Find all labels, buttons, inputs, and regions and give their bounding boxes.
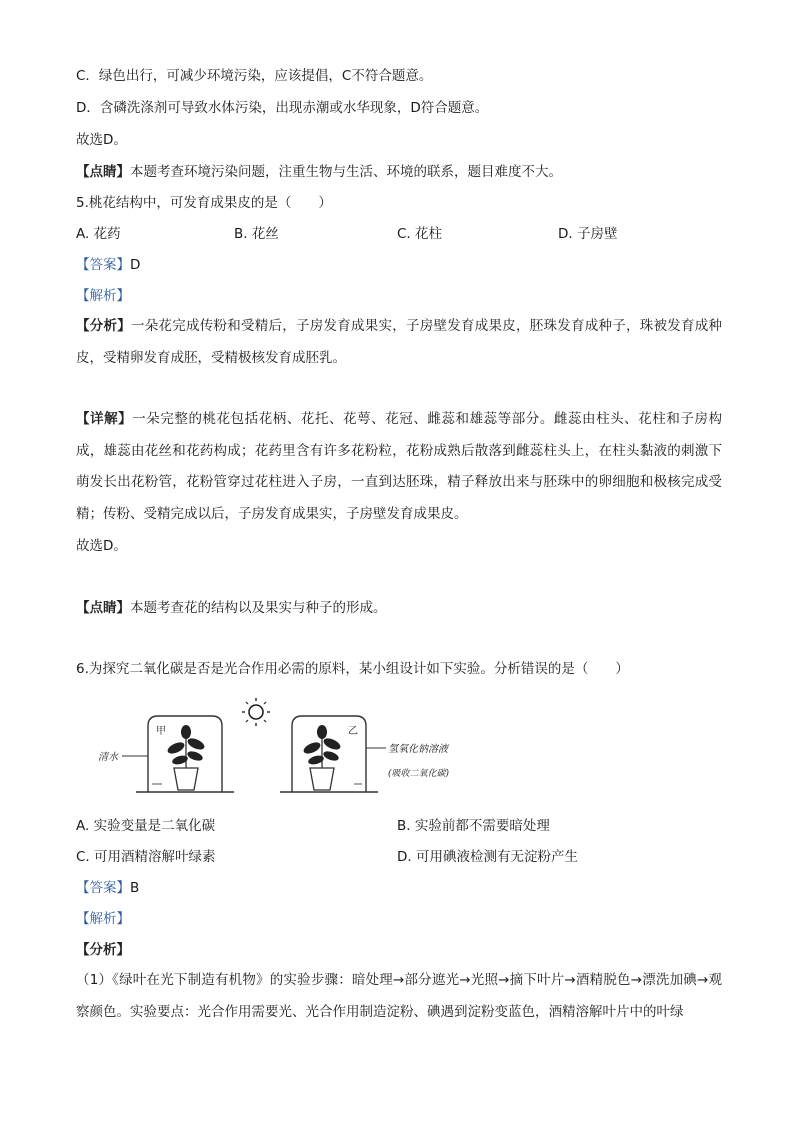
q5-dianjing [76,598,387,618]
jiexi-tag: 【解析】 [76,911,130,927]
jar-a [136,716,234,792]
dianjing-text: 本题考查环境污染问题，注重生物与生活、环境的联系，题目难度不大。 [130,164,562,180]
fenxi-tag: 【分析】 [76,942,130,958]
jar-b-label: 乙 [348,726,358,737]
dianjing-tag: 【点睛】 [76,600,130,616]
xiangjie-tag: 【详解】 [76,411,133,427]
q5-option-a: A. 花药 [76,226,121,242]
dianjing-tag: 【点睛】 [76,164,130,180]
experiment-figure [96,692,496,802]
q5-stem: 5.桃花结构中，可发育成果皮的是（ ） [76,195,332,211]
fenxi-text: 一朵花完成传粉和受精后，子房发育成果实，子房壁发育成果皮，胚珠发育成种子，珠被发育成种皮，受精卵发育成胚，受精极核发育成胚乳。 [76,318,722,366]
q5-option-d: D. 子房壁 [558,226,618,242]
q6-fenxi-text: （1）《绿叶在光下制造有机物》的实验步骤：暗处理→部分遮光→光照→摘下叶片→酒精脱色→漂洗加碘→观察颜色。实验要点：光合作用需要光、光合作用制造淀粉、碘遇到淀粉变蓝色，酒精溶解叶片中的叶绿 [76,972,722,1020]
q6-answer [76,878,139,898]
right-solution-label: 氢氧化钠溶液 [388,744,448,755]
q6-stem: 6.为探究二氧化碳是否是光合作用必需的原料，某小组设计如下实验。分析错误的是（ ） [76,661,629,677]
option-d-explanation: D．含磷洗涤剂可导致水体污染，出现赤潮或水华现象，D符合题意。 [76,100,489,116]
q6-jiexi [76,909,130,929]
q6-option-c: C. 可用酒精溶解叶绿素 [76,849,216,865]
q5-xiangjie [76,404,722,530]
q5-fenxi [76,311,722,374]
jar-b [280,716,378,792]
q5-answer [76,255,140,275]
q6-fenxi-heading [76,940,130,960]
sun-icon [242,698,270,726]
q6-option-b: B. 实验前都不需要暗处理 [397,818,550,834]
q4-dianjing [76,162,562,182]
right-solution-note: (吸收二氧化碳) [388,769,450,779]
q5-conclusion: 故选D。 [76,538,127,554]
dianjing-text: 本题考查花的结构以及果实与种子的形成。 [130,600,387,616]
option-c-explanation: C．绿色出行，可减少环境污染，应该提倡，C不符合题意。 [76,68,433,84]
q6-option-d: D. 可用碘液检测有无淀粉产生 [397,849,578,865]
jar-a-label: 甲 [156,726,166,737]
jiexi-tag: 【解析】 [76,288,130,304]
answer-value: B [130,880,140,896]
left-solution-label: 清水 [98,752,118,763]
fenxi-tag: 【分析】 [76,318,131,334]
answer-value: D [130,257,141,273]
q5-jiexi [76,286,130,306]
q5-option-b: B. 花丝 [234,226,279,242]
answer-tag: 【答案】 [76,880,130,896]
q6-option-a: A. 实验变量是二氧化碳 [76,818,216,834]
q5-option-c: C. 花柱 [397,226,443,242]
q4-conclusion: 故选D。 [76,132,127,148]
answer-tag: 【答案】 [76,257,130,273]
xiangjie-text: 一朵完整的桃花包括花柄、花托、花萼、花冠、雌蕊和雄蕊等部分。雌蕊由柱头、花柱和子房构成，雄蕊由花丝和花药构成；花药里含有许多花粉粒，花粉成熟后散落到雌蕊柱头上，在柱头黏液的刺激下萌发长出花粉管，花粉管穿过花柱进入子房，一直到达胚珠，精子释放出来与胚珠中的卵细胞和极核完成受精；传粉、受精完成以后，子房发育成果实，子房壁发育成果皮。 [76,411,723,522]
